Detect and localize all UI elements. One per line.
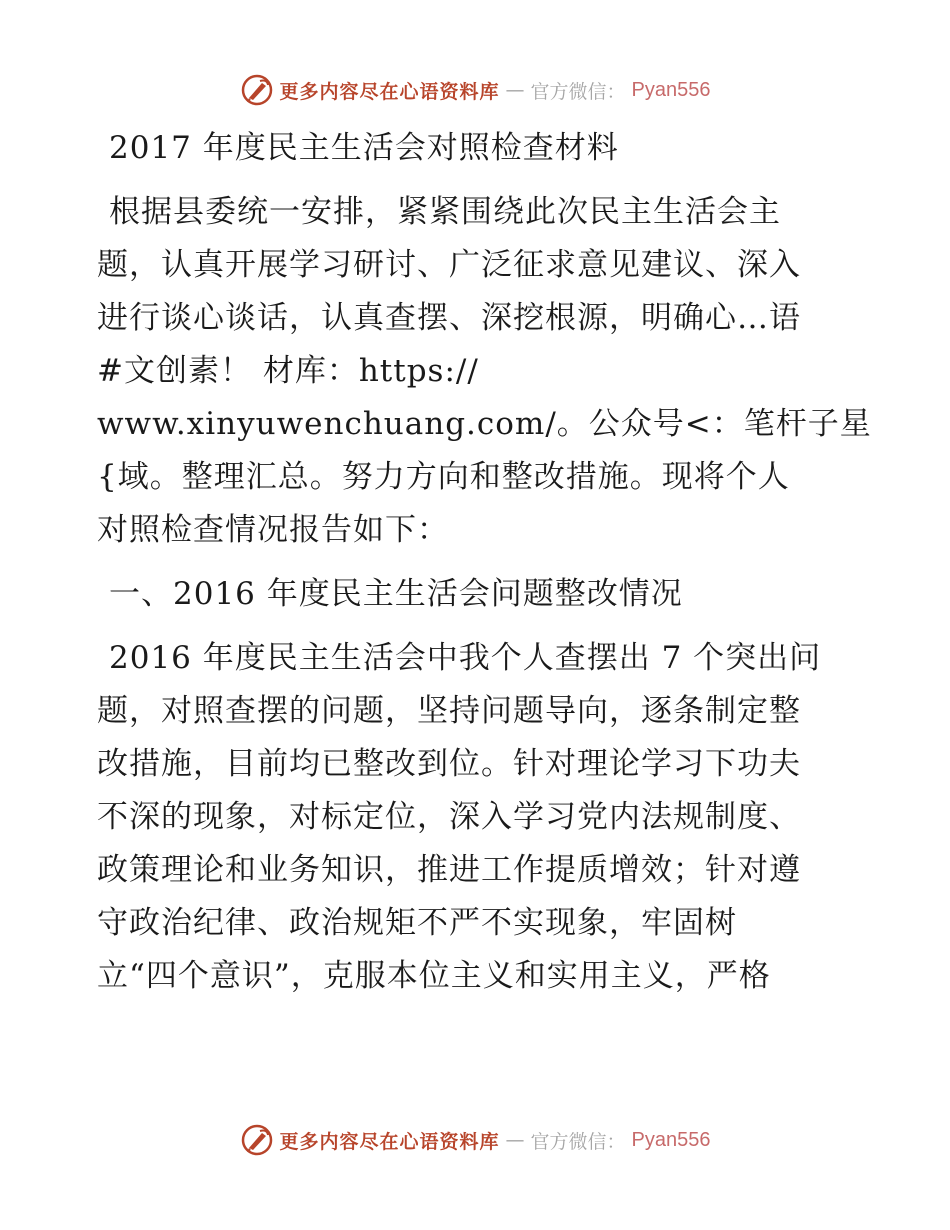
intro-line: 题，认真开展学习研讨、广泛征求意见建议、深入 <box>97 247 801 283</box>
section1-line: 不深的现象，对标定位，深入学习党内法规制度、 <box>97 799 801 835</box>
section1-paragraph <box>97 632 857 1003</box>
banner-slogan: 更多内容尽在心语资料库 <box>279 80 500 103</box>
intro-line: 根据县委统一安排，紧紧围绕此次民主生活会主 <box>109 194 781 230</box>
intro-line: 对照检查情况报告如下： <box>97 512 449 548</box>
intro-paragraph <box>97 186 872 557</box>
section1-line: 守政治纪律、政治规矩不严不实现象，牢固树 <box>97 905 737 941</box>
banner-dash: — <box>505 79 525 101</box>
section1-line: 政策理论和业务知识，推进工作提质增效；针对遵 <box>97 852 801 888</box>
document-body <box>97 122 872 1003</box>
footer-banner <box>0 1120 950 1160</box>
banner-wechat-id: Pyan556 <box>631 78 711 101</box>
quill-pen-logo-icon <box>240 73 274 107</box>
document-title: 2017 年度民主生活会对照检查材料 <box>109 130 619 166</box>
header-banner <box>0 70 950 110</box>
intro-line: {域。整理汇总。努力方向和整改措施。现将个人 <box>97 459 790 495</box>
banner-slogan: 更多内容尽在心语资料库 <box>279 1130 500 1153</box>
intro-line: 进行谈心谈话，认真查摆、深挖根源，明确心…语 <box>97 300 801 336</box>
banner-wechat-id: Pyan556 <box>631 1128 711 1151</box>
section1-line: 改措施，目前均已整改到位。针对理论学习下功夫 <box>97 746 801 782</box>
section-heading: 一、2016 年度民主生活会问题整改情况 <box>109 576 683 612</box>
banner-official-label: 官方微信： <box>530 1130 626 1153</box>
intro-line: www.xinyuwenchuang.com/。公众号<：笔杆子星 <box>97 406 872 442</box>
intro-line: #文创素！ 材库：https:// <box>97 353 479 389</box>
section1-line: 题，对照查摆的问题，坚持问题导向，逐条制定整 <box>97 693 801 729</box>
section1-line: 立“四个意识”，克服本位主义和实用主义，严格 <box>97 958 771 994</box>
banner-dash: — <box>505 1129 525 1151</box>
section1-line: 2016 年度民主生活会中我个人查摆出 7 个突出问 <box>109 640 822 676</box>
banner-official-label: 官方微信： <box>530 80 626 103</box>
quill-pen-logo-icon <box>240 1123 274 1157</box>
